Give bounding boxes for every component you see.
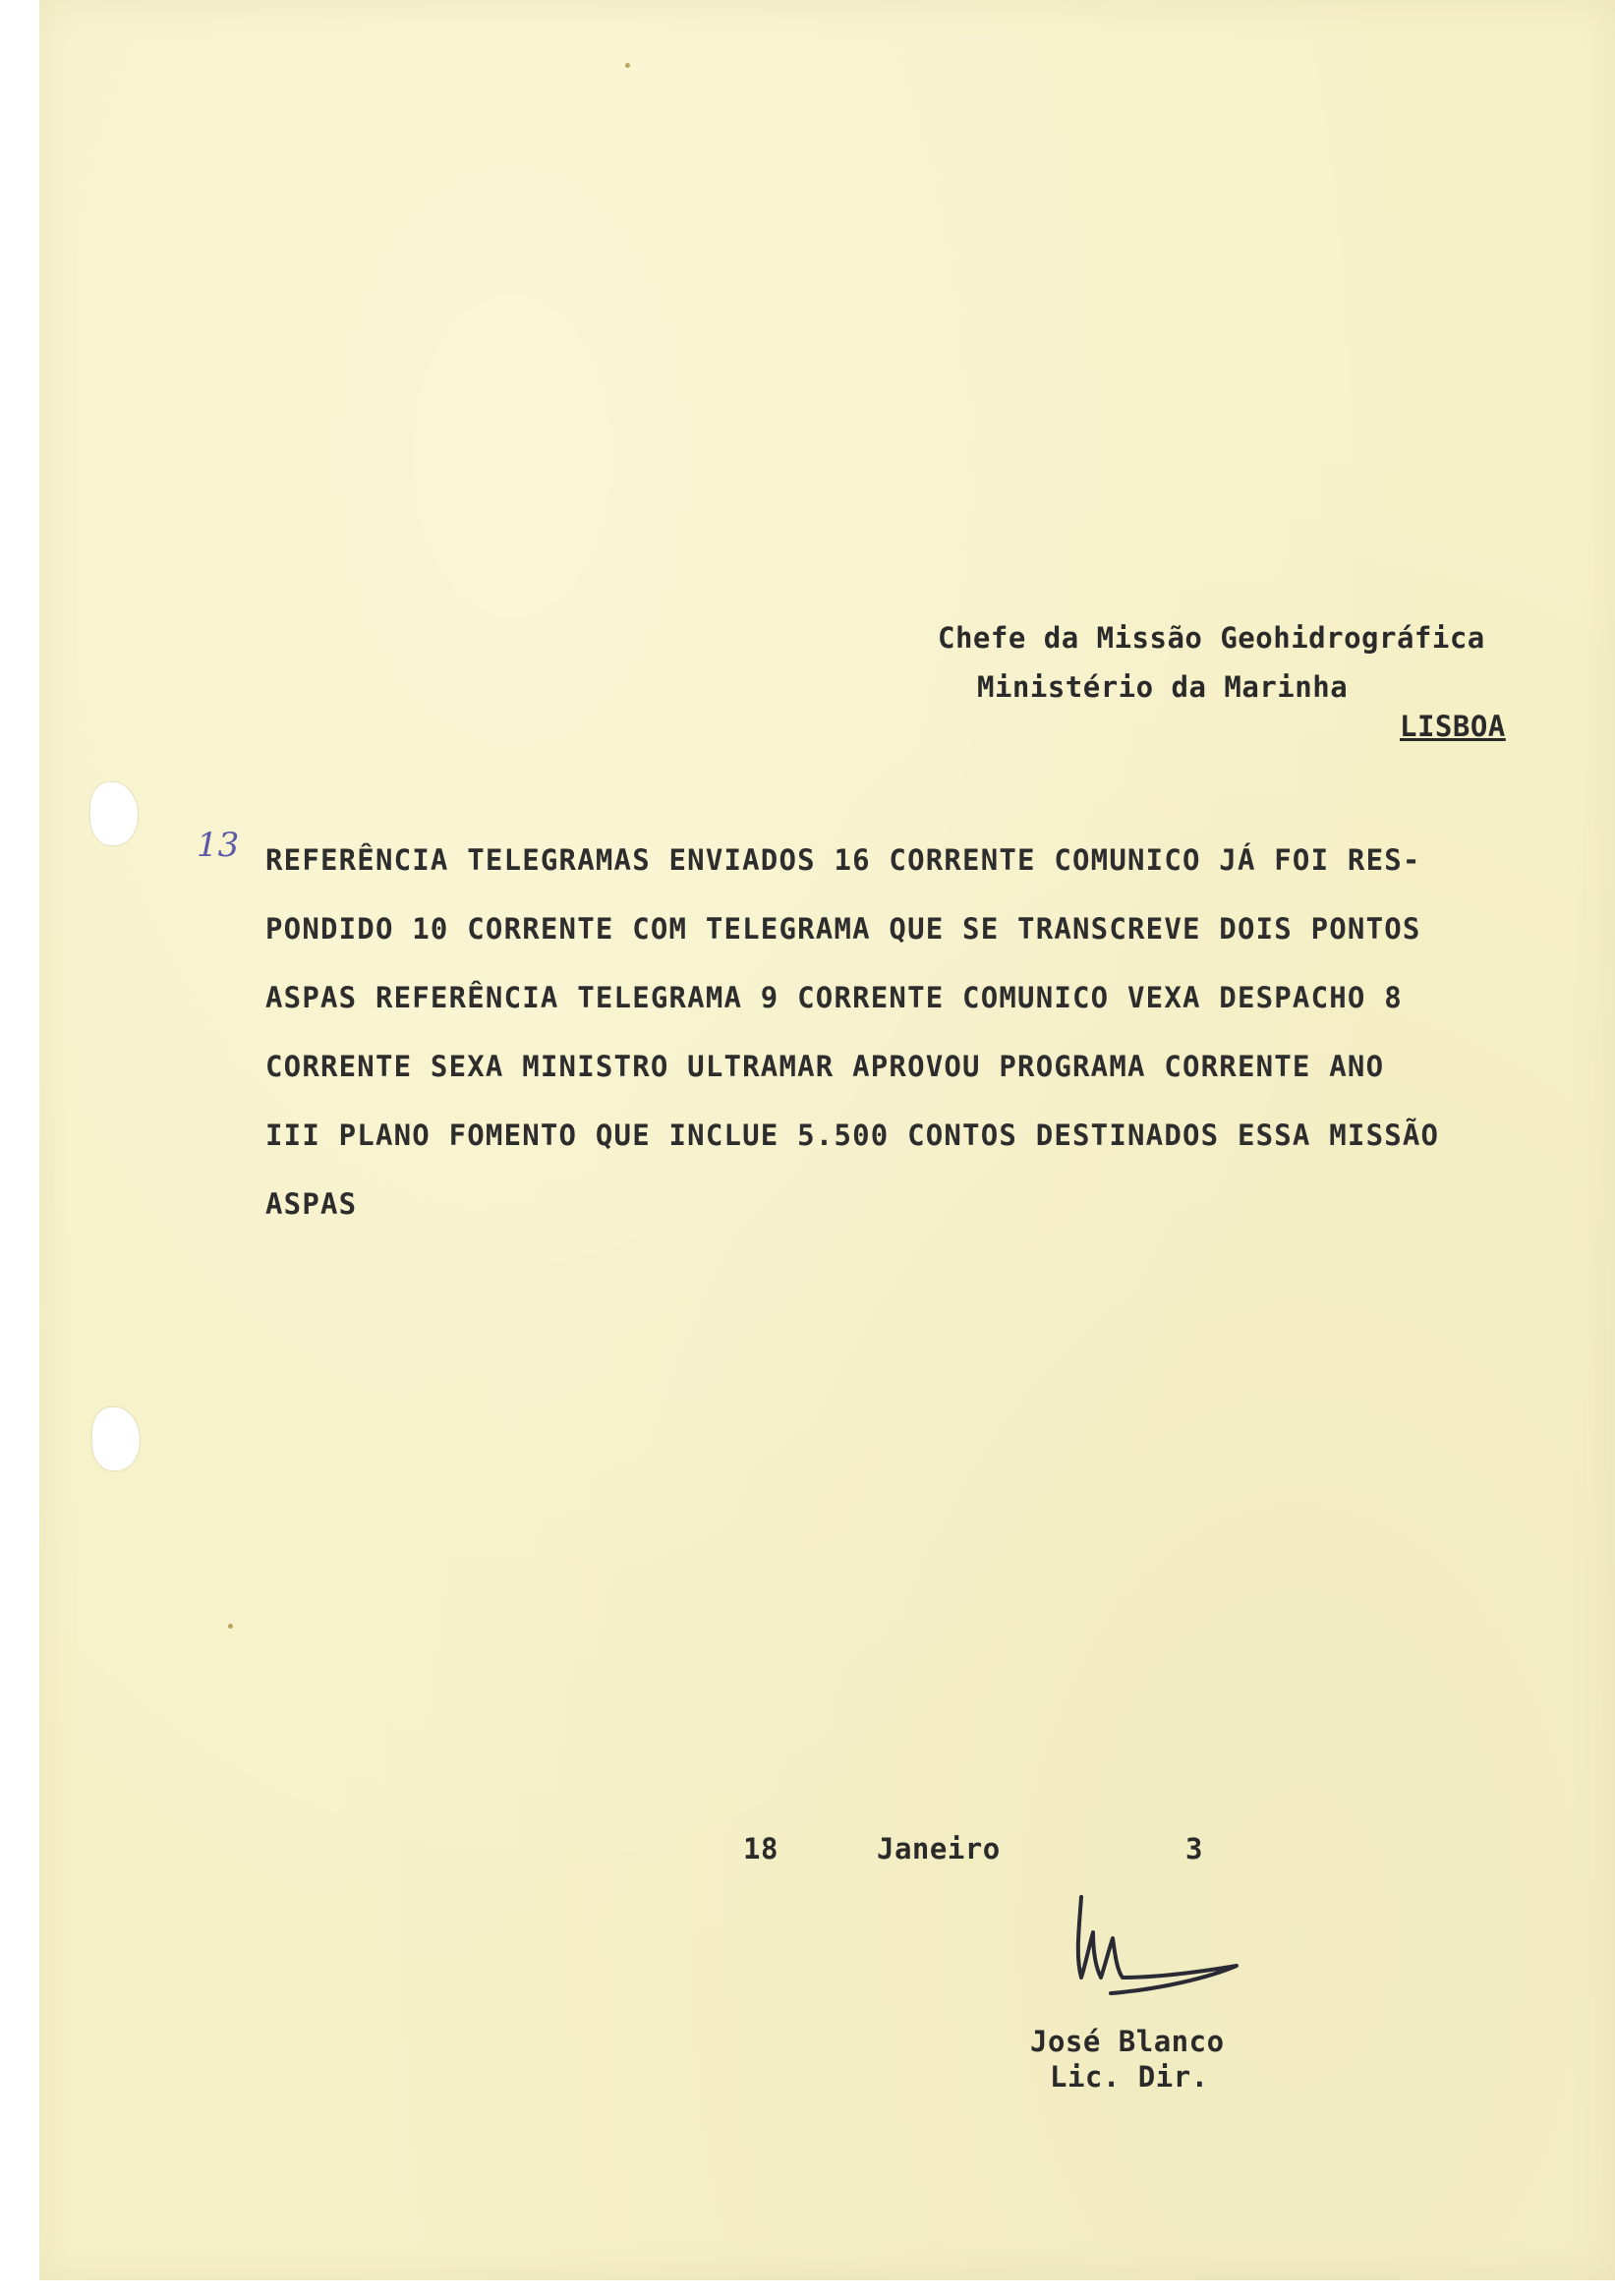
body-line: III PLANO FOMENTO QUE INCLUE 5.500 CONTOS DESTINADOS ESSA MISSÃO <box>265 1119 1440 1152</box>
address-line-1: Chefe da Missão Geohidrográfica <box>938 621 1485 655</box>
body-line: REFERÊNCIA TELEGRAMAS ENVIADOS 16 CORRENTE COMUNICO JÁ FOI RES- <box>265 843 1421 877</box>
body-line: CORRENTE SEXA MINISTRO ULTRAMAR APROVOU PROGRAMA CORRENTE ANO <box>265 1050 1385 1083</box>
paper-speck <box>625 63 630 68</box>
punch-hole <box>90 782 138 845</box>
body-line: ASPAS REFERÊNCIA TELEGRAMA 9 CORRENTE COMUNICO VEXA DESPACHO 8 <box>265 981 1403 1014</box>
punch-hole <box>92 1407 140 1470</box>
handwritten-page-mark: 13 <box>197 826 240 865</box>
body-line: PONDIDO 10 CORRENTE COM TELEGRAMA QUE SE TRANSCREVE DOIS PONTOS <box>265 912 1421 946</box>
date-month: Janeiro <box>877 1832 1001 1866</box>
date-year: 3 <box>1185 1832 1203 1866</box>
handwritten-signature <box>1071 1887 1258 2035</box>
date-day: 18 <box>743 1832 779 1866</box>
body-line: ASPAS <box>265 1187 358 1221</box>
address-city: LISBOA <box>1400 710 1506 743</box>
address-line-2: Ministério da Marinha <box>977 670 1349 704</box>
signatory-name: José Blanco <box>1030 2025 1225 2058</box>
paper-speck <box>228 1624 233 1629</box>
signatory-title: Lic. Dir. <box>1050 2060 1209 2094</box>
